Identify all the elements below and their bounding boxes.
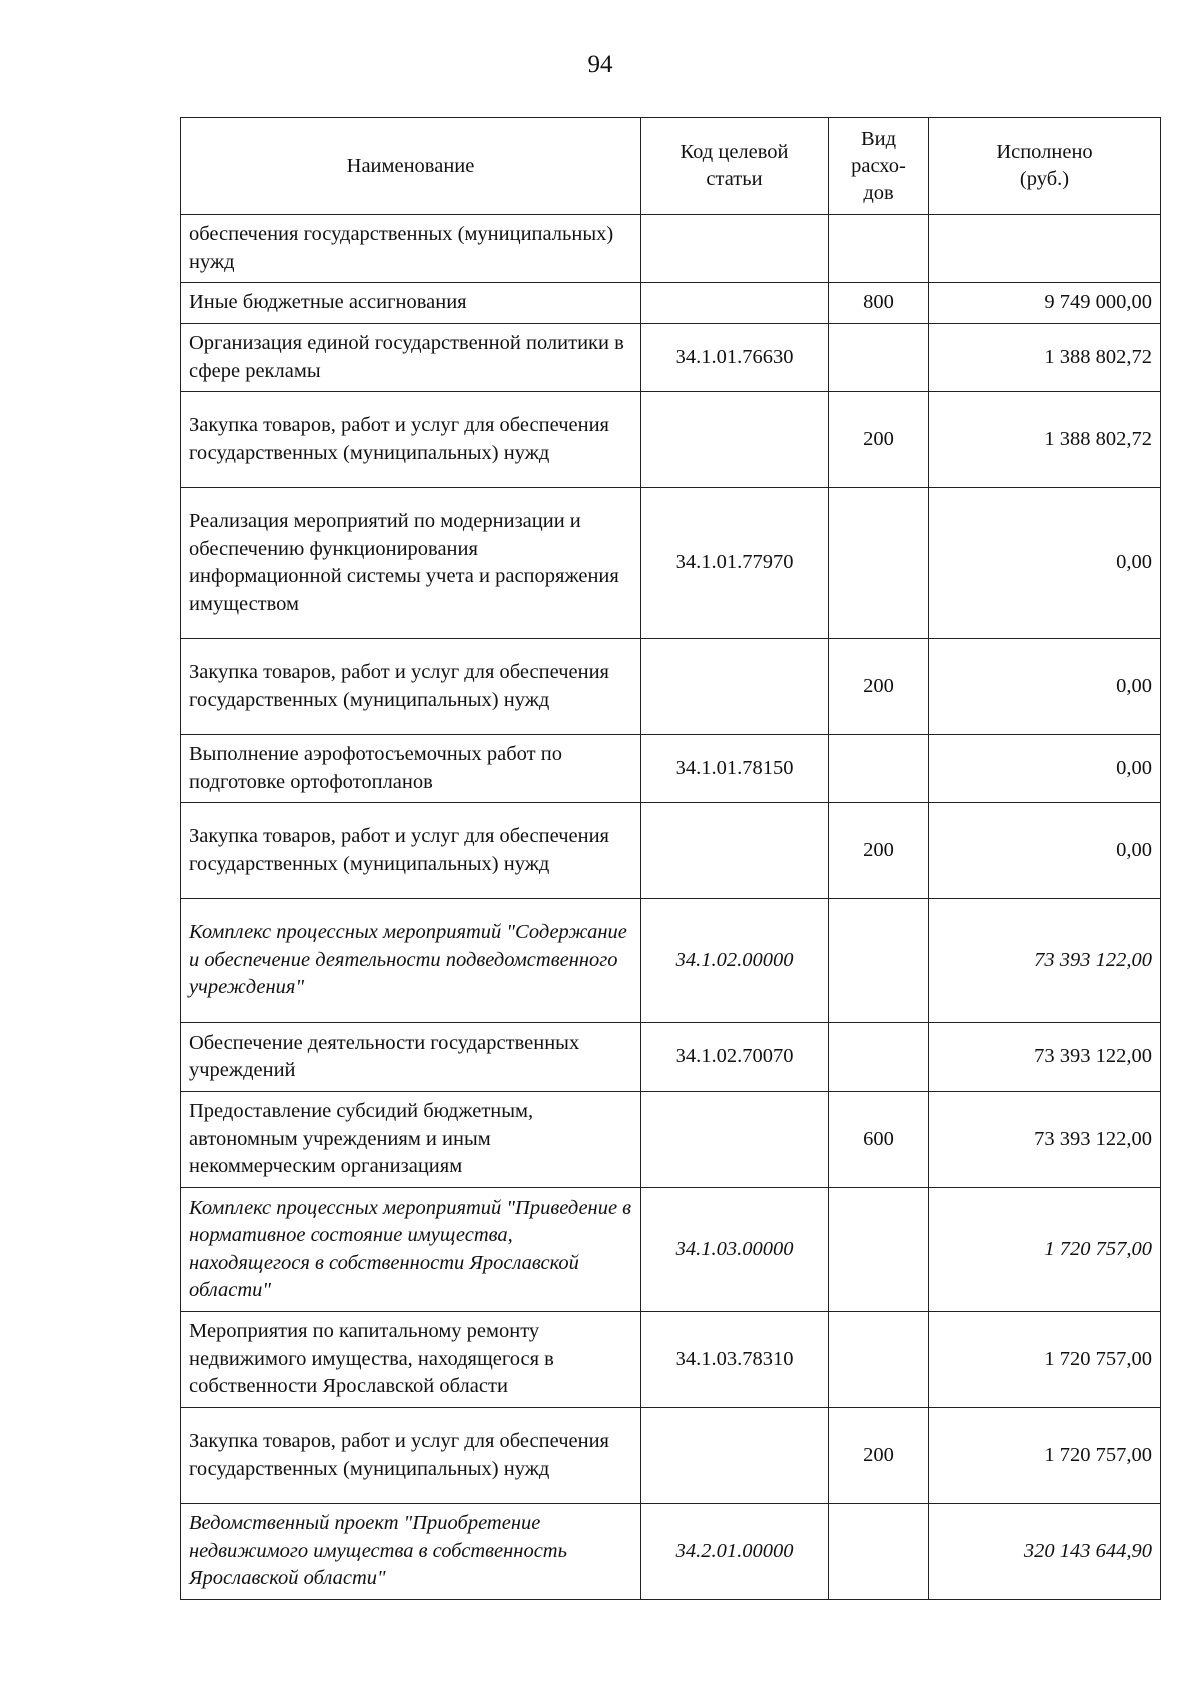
row-name: Предоставление субсидий бюджетным, автономным учреждениям и иным некоммерческим организациям [181,1092,641,1188]
table-row [181,283,1161,324]
table-header-row [181,118,1161,215]
row-type: 600 [829,1092,929,1188]
row-name: Обеспечение деятельности государственных учреждений [181,1023,641,1092]
row-amount: 73 393 122,00 [929,1092,1161,1188]
row-type [829,1188,929,1312]
row-amount: 1 720 757,00 [929,1188,1161,1312]
table-row [181,899,1161,1023]
row-name: Комплекс процессных мероприятий "Содержание и обеспечение деятельности подведомственного учреждения" [181,899,641,1023]
header-type: Вид расхо-дов [829,118,929,215]
row-type [829,488,929,639]
row-name: Организация единой государственной политики в сфере рекламы [181,324,641,392]
budget-execution-table [180,117,1161,1600]
row-code: 34.1.01.77970 [641,488,829,639]
header-code: Код целевой статьи [641,118,829,215]
table-row [181,1504,1161,1600]
row-code: 34.1.03.78310 [641,1312,829,1408]
row-code: 34.1.02.70070 [641,1023,829,1092]
row-amount: 0,00 [929,735,1161,803]
table-row [181,324,1161,392]
row-code: 34.1.02.00000 [641,899,829,1023]
row-code: 34.1.01.76630 [641,324,829,392]
table-row [181,639,1161,735]
row-type: 200 [829,639,929,735]
table-row [181,803,1161,899]
table-row [181,1188,1161,1312]
row-amount: 9 749 000,00 [929,283,1161,324]
row-amount: 1 388 802,72 [929,324,1161,392]
row-amount: 1 388 802,72 [929,392,1161,488]
row-name: Ведомственный проект "Приобретение недвижимого имущества в собственность Ярославской области" [181,1504,641,1600]
table-row [181,735,1161,803]
table-body [181,215,1161,1600]
row-type [829,1504,929,1600]
row-name: Реализация мероприятий по модернизации и обеспечению функционирования информационной системы учета и распоряжения имуществом [181,488,641,639]
table-row [181,392,1161,488]
row-type: 800 [829,283,929,324]
row-code [641,392,829,488]
row-amount [929,215,1161,283]
row-code [641,639,829,735]
page-number: 94 [587,51,613,78]
row-code: 34.1.03.00000 [641,1188,829,1312]
row-code [641,283,829,324]
table-row [181,1312,1161,1408]
row-name: Закупка товаров, работ и услуг для обеспечения государственных (муниципальных) нужд [181,803,641,899]
row-amount: 73 393 122,00 [929,899,1161,1023]
row-name: Мероприятия по капитальному ремонту недвижимого имущества, находящегося в собственности Ярославской области [181,1312,641,1408]
table-row [181,1092,1161,1188]
row-name: Выполнение аэрофотосъемочных работ по подготовке ортофотопланов [181,735,641,803]
row-code [641,215,829,283]
row-type [829,1023,929,1092]
row-type [829,1312,929,1408]
row-code: 34.2.01.00000 [641,1504,829,1600]
table-row [181,215,1161,283]
row-type [829,215,929,283]
table-row [181,1023,1161,1092]
row-amount: 1 720 757,00 [929,1312,1161,1408]
row-code: 34.1.01.78150 [641,735,829,803]
row-name: Закупка товаров, работ и услуг для обеспечения государственных (муниципальных) нужд [181,639,641,735]
row-name: Иные бюджетные ассигнования [181,283,641,324]
row-amount: 320 143 644,90 [929,1504,1161,1600]
row-name: Закупка товаров, работ и услуг для обеспечения государственных (муниципальных) нужд [181,392,641,488]
header-amount: Исполнено (руб.) [929,118,1161,215]
row-code [641,1092,829,1188]
row-type [829,899,929,1023]
row-type: 200 [829,803,929,899]
row-type [829,324,929,392]
header-name: Наименование [181,118,641,215]
row-type: 200 [829,1408,929,1504]
row-type: 200 [829,392,929,488]
row-amount: 0,00 [929,803,1161,899]
table-row [181,1408,1161,1504]
row-amount: 0,00 [929,639,1161,735]
table-row [181,488,1161,639]
row-name: Комплекс процессных мероприятий "Приведение в нормативное состояние имущества, находящегося в собственности Ярославской области" [181,1188,641,1312]
row-code [641,803,829,899]
row-name: Закупка товаров, работ и услуг для обеспечения государственных (муниципальных) нужд [181,1408,641,1504]
row-amount: 0,00 [929,488,1161,639]
row-code [641,1408,829,1504]
row-name: обеспечения государственных (муниципальных) нужд [181,215,641,283]
row-type [829,735,929,803]
row-amount: 1 720 757,00 [929,1408,1161,1504]
row-amount: 73 393 122,00 [929,1023,1161,1092]
